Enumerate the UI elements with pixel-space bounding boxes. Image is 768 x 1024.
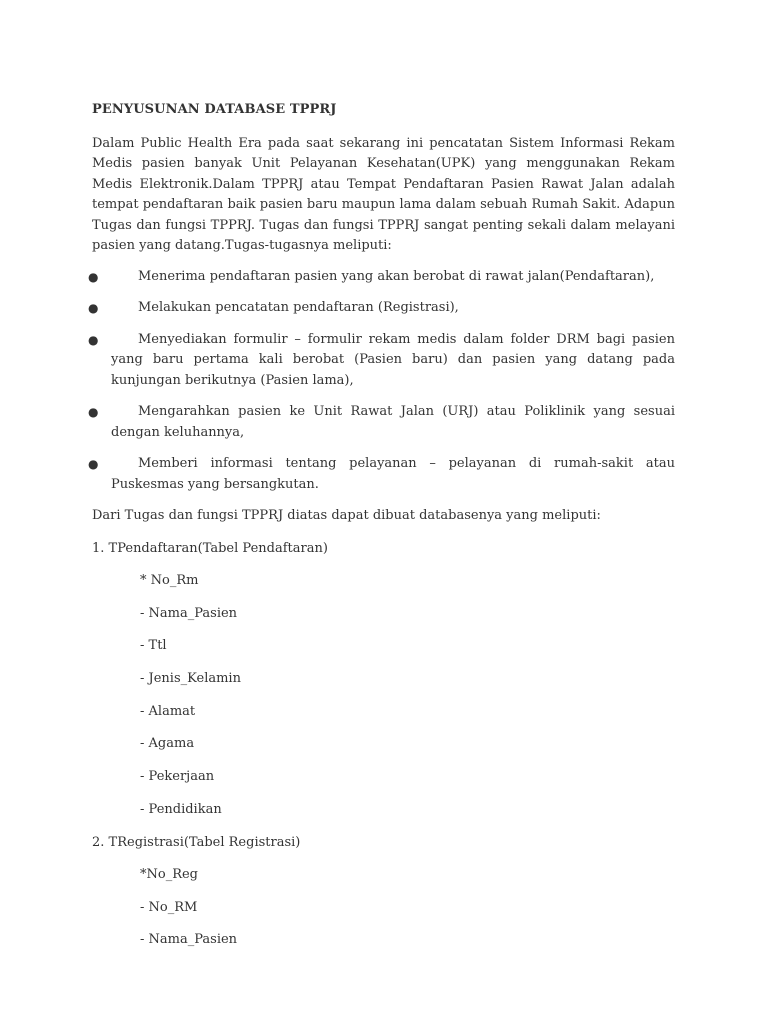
field-item: - Nama_Pasien: [140, 932, 238, 948]
list-item-text: Melakukan pencatatan pendaftaran (Registrasi),: [138, 300, 459, 315]
bullet-icon: ●: [88, 269, 99, 284]
field-list-registrasi: [92, 865, 675, 951]
field-item: - Pekerjaan: [140, 769, 215, 785]
list-item: [88, 330, 675, 392]
list-item: [88, 298, 675, 319]
field-item: *No_Reg: [140, 867, 199, 882]
field-list-pendaftaran: [92, 571, 675, 820]
field-item: - Agama: [140, 736, 195, 752]
list-item-text: Menyediakan formulir – formulir rekam medis dalam folder DRM bagi pasien yang baru pertama kali berobat (Pasien baru) dan pasien yang datang pada kunjungan berikutnya (Pasien lama),: [111, 331, 675, 388]
list-item: [88, 402, 675, 443]
field-item: - No_RM: [140, 899, 198, 915]
table-heading-registrasi: 2. TRegistrasi(Tabel Registrasi): [92, 834, 301, 850]
document-page: [88, 100, 675, 963]
bullet-icon: ●: [88, 457, 99, 471]
intro-paragraph: Dalam Public Health Era pada saat sekarang ini pencatatan Sistem Informasi Rekam Medis pasien banyak Unit Pelayanan Kesehatan(UPK) yang menggunakan Rekam Medis Elektronik.Dalam TPPRJ atau Tempat Pendaftaran Pasien Rawat Jalan adalah tempat pendaftaran baik pasien baru maupun lama dalam sebuah Rumah Sakit. Adapun Tugas dan fungsi TPPRJ. Tugas dan fungsi TPPRJ sangat penting sekali dalam melayani pasien yang datang.Tugas-tugasnya meliputi:: [92, 135, 675, 253]
list-item-text: Memberi informasi tentang pelayanan – pelayanan di rumah-sakit atau Puskesmas yang bersangkutan.: [111, 456, 675, 492]
summary-paragraph: Dari Tugas dan fungsi TPPRJ diatas dapat dibuat databasenya yang meliputi:: [92, 508, 601, 523]
list-item: [88, 454, 675, 495]
bullet-icon: ●: [88, 332, 99, 347]
table-heading-pendaftaran: 1. TPendaftaran(Tabel Pendaftaran): [92, 540, 328, 556]
bullet-icon: ●: [88, 405, 99, 419]
field-item: - Pendidikan: [140, 801, 222, 817]
field-item: - Jenis_Kelamin: [140, 671, 241, 687]
field-item: * No_Rm: [140, 573, 199, 588]
document-title: PENYUSUNAN DATABASE TPPRJ: [92, 102, 337, 117]
bullet-icon: ●: [88, 301, 99, 315]
field-item: - Ttl: [140, 638, 167, 654]
field-item: - Nama_Pasien: [140, 605, 238, 621]
field-item: - Alamat: [140, 703, 196, 719]
list-item: [88, 267, 675, 288]
list-item-text: Mengarahkan pasien ke Unit Rawat Jalan (URJ) atau Poliklinik yang sesuai dengan keluhannya,: [111, 404, 675, 440]
list-item-text: Menerima pendaftaran pasien yang akan berobat di rawat jalan(Pendaftaran),: [138, 268, 655, 284]
task-list: [88, 267, 675, 496]
